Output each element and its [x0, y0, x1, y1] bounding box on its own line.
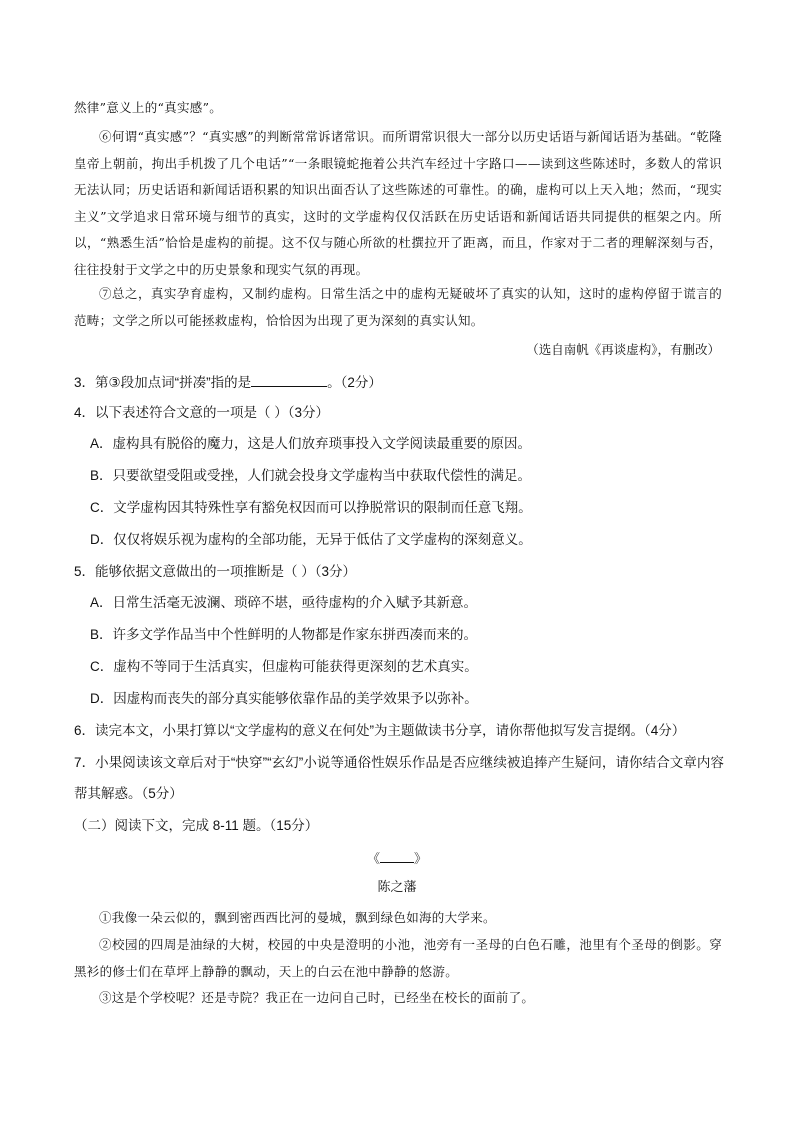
- question-5-option-b: B．许多文学作品当中个性鲜明的人物都是作家东拼西凑而来的。: [90, 627, 478, 642]
- story-paragraph-2: ②校园的四周是油绿的大树，校园的中央是澄明的小池，池旁有一圣母的白色石雕，池里有个圣母的倒影。穿黑衫的修士们在草坪上静静的飘动，天上的白云在池中静静的悠游。: [74, 937, 722, 979]
- section-2-title: [0, 848, 794, 870]
- question-3: [74, 372, 734, 393]
- question-4-option-a: A．虚构具有脱俗的魔力，这是人们放弃琐事投入文学阅读最重要的原因。: [90, 436, 532, 451]
- title-close-bracket: 》: [414, 852, 428, 867]
- question-6: 6．读完本文，小果打算以“文学虚构的意义在何处”为主题做读书分享，请你帮他拟写发言提纲。（4分）: [74, 723, 686, 738]
- question-5-option-a: A．日常生活毫无波澜、琐碎不堪，亟待虚构的介入赋予其新意。: [90, 595, 478, 610]
- title-blank: [380, 848, 414, 863]
- passage-paragraph-6: ⑥何谓“真实感”？“真实感”的判断常常诉诸常识。而所谓常识很大一部分以历史话语与新闻话语为基础。“乾隆皇帝上朝前，拘出手机拨了几个电话”“一条眼镜蛇拖着公共汽车经过十字路口——读到这些陈述时，多数人的常识无法认同；历史话语和新闻话语积累的知识出面否认了这些陈述的可靠性。的确，虚构可以上天入地；然而，“现实主义”文学追求日常环境与细节的真实，这时的文学虚构仅仅活跃在历史话语和新闻话语共同提供的框架之内。所以，“熟悉生活”恰恰是虚构的前提。这不仅与随心所欲的杜撰拉开了距离，而且，作家对于二者的理解深刻与否，往往投射于文学之中的历史景象和现实气氛的再现。: [74, 129, 722, 277]
- question-4-stem: 4．以下表述符合文意的一项是（ ）（3分）: [74, 405, 330, 420]
- question-5-stem: 5．能够依据文意做出的一项推断是（ ）（3分）: [74, 564, 357, 579]
- passage-paragraph-7: ⑦总之，真实孕育虚构，又制约虚构。日常生活之中的虚构无疑破坏了真实的认知，这时的虚构停留于谎言的范畴；文学之所以可能拯救虚构，恰恰因为出现了更为深刻的真实认知。: [74, 286, 722, 328]
- answer-blank: [251, 372, 327, 387]
- question-5-option-c: C．虚构不等同于生活真实，但虚构可能获得更深刻的艺术真实。: [90, 659, 478, 674]
- section-2-author: 陈之藩: [377, 880, 417, 895]
- question-7: 7．小果阅读该文章后对于“快穿”“玄幻”小说等通俗性娱乐作品是否应继续被追捧产生疑问，请你结合文章内容帮其解惑。（5分）: [74, 755, 724, 801]
- story-paragraph-3: ③这是个学校呢？还是寺院？我正在一边问自己时，已经坐在校长的面前了。: [99, 990, 535, 1005]
- passage-source: （选自南帆《再谈虚构》，有删改）: [526, 342, 720, 357]
- section-2-heading: （二）阅读下文，完成 8-11 题。（15分）: [74, 818, 319, 833]
- question-3-suffix: 。（2分）: [327, 375, 382, 390]
- question-4-option-b: B．只要欲望受阻或受挫，人们就会投身文学虚构当中获取代偿性的满足。: [90, 468, 532, 483]
- passage-paragraph-tail: 然律”意义上的“真实感”。: [74, 100, 223, 115]
- question-4-option-c: C．文学虚构因其特殊性享有豁免权因而可以挣脱常识的限制而任意飞翔。: [90, 500, 532, 515]
- question-4-option-d: D．仅仅将娱乐视为虚构的全部功能，无异于低估了文学虚构的深刻意义。: [90, 532, 532, 547]
- title-open-bracket: 《: [366, 852, 380, 867]
- question-3-prefix: 3．第③段加点词“拼凑”指的是: [74, 375, 252, 390]
- question-5-option-d: D．因虚构而丧失的部分真实能够依靠作品的美学效果予以弥补。: [90, 691, 478, 706]
- story-paragraph-1: ①我像一朵云似的，飘到密西西比河的曼城，飘到绿色如海的大学来。: [99, 910, 496, 925]
